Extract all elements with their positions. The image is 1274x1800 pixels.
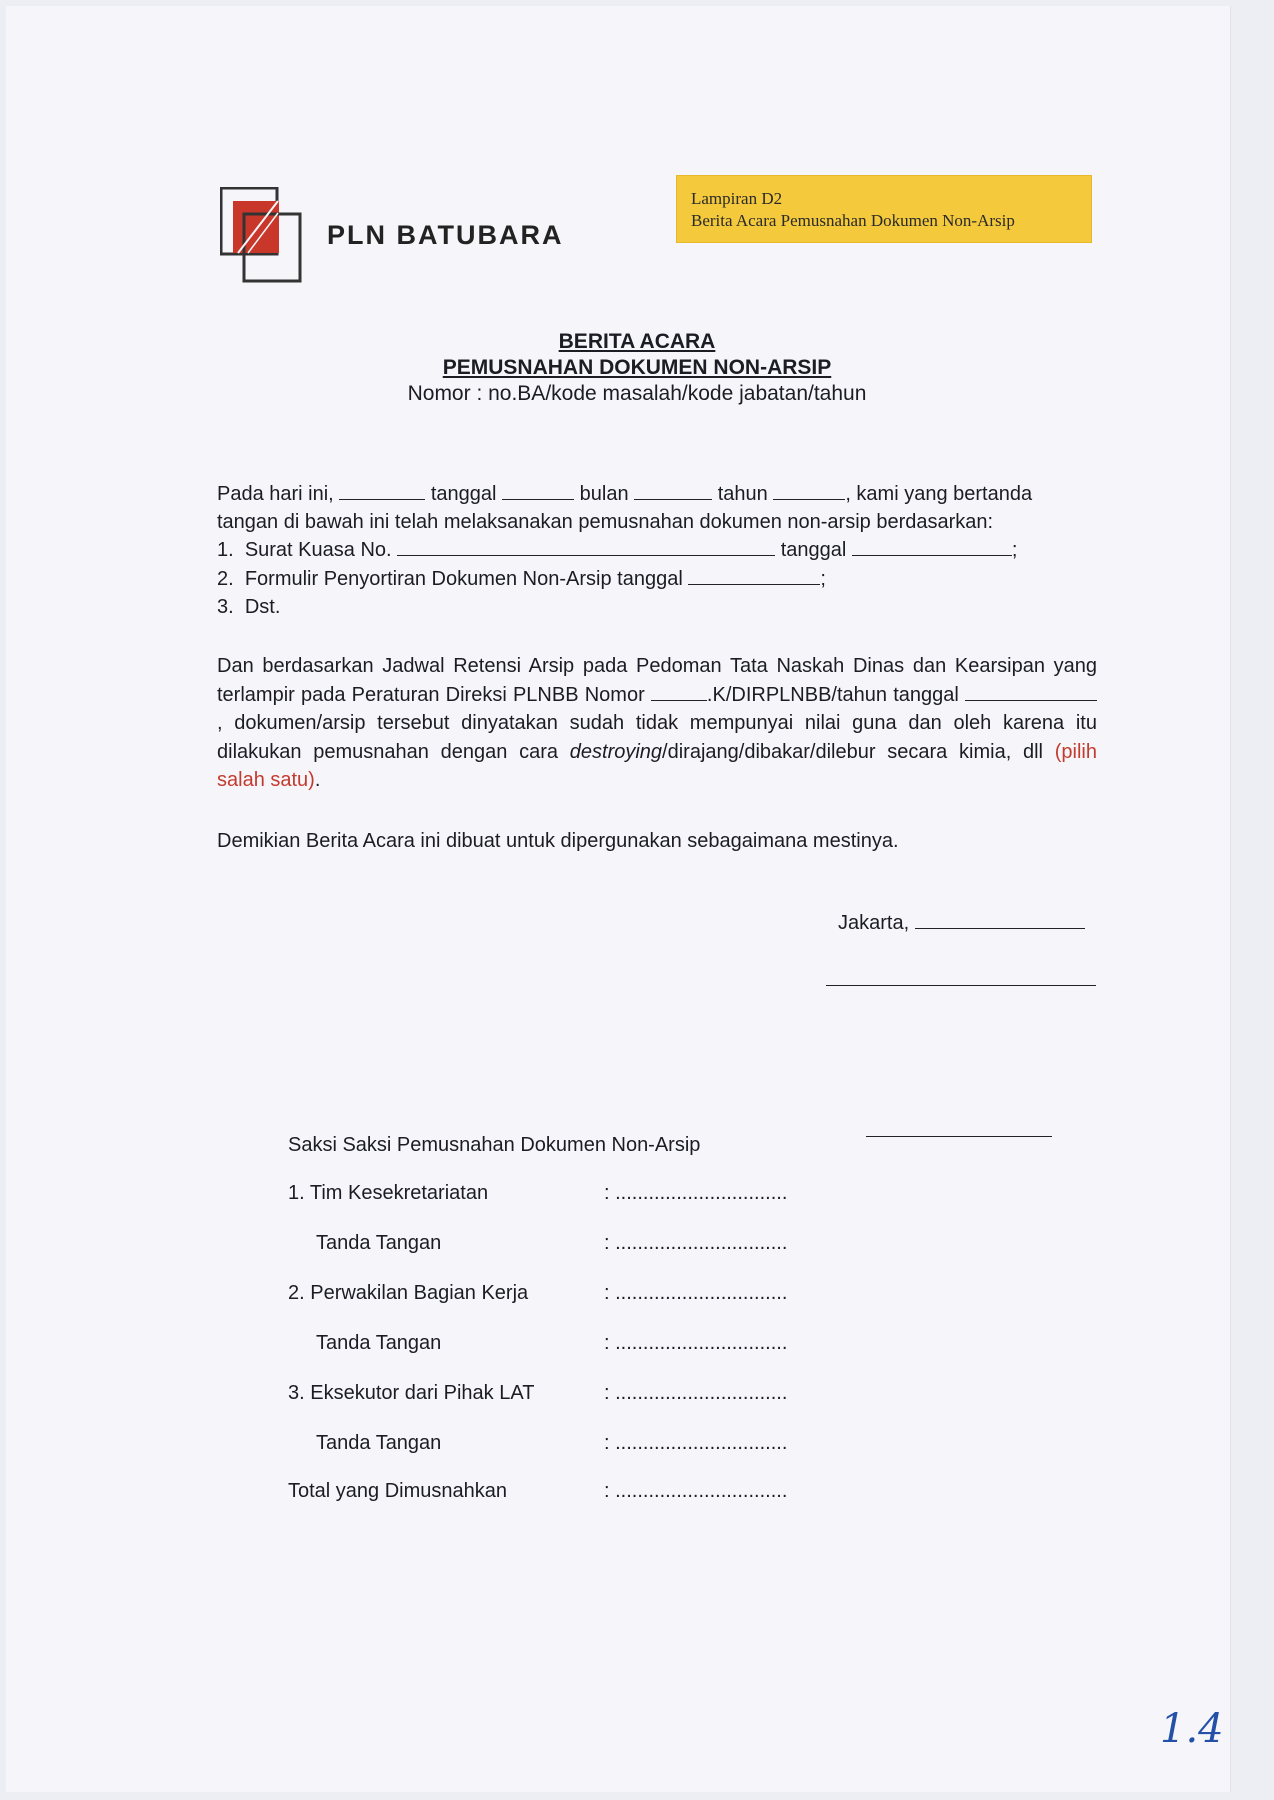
witness-heading: Saksi Saksi Pemusnahan Dokumen Non-Arsip (288, 1134, 701, 1156)
witness-label: 2. Perwakilan Bagian Kerja (288, 1282, 529, 1304)
signature-line (826, 985, 1096, 986)
witness-value: : ............................... (604, 1282, 788, 1304)
witness-label: Tanda Tangan (316, 1432, 442, 1454)
closing-statement: Demikian Berita Acara ini dibuat untuk dipergunakan sebagaimana mestinya. (217, 830, 899, 852)
intro-line2: tangan di bawah ini telah melaksanakan pemusnahan dokumen non-arsip berdasarkan: (217, 511, 994, 533)
witness-label: 3. Eksekutor dari Pihak LAT (288, 1382, 535, 1404)
doc-number: Nomor : no.BA/kode masalah/kode jabatan/tahun (407, 382, 867, 405)
intro-line1: Pada hari ini, tanggal bulan tahun , kami yang bertanda (217, 483, 1033, 505)
list-item: 1. Surat Kuasa No. tanggal ; (217, 539, 1018, 561)
appendix-code: Lampiran D2 (691, 189, 783, 208)
witness-value: : ............................... (604, 1182, 788, 1204)
pln-batubara-logo (220, 187, 302, 283)
document-page (6, 6, 1231, 1792)
witness-value: : ............................... (604, 1332, 788, 1354)
handwritten-page-mark: 1.4 (1160, 1706, 1224, 1752)
witness-label: Total yang Dimusnahkan (288, 1480, 508, 1502)
signature-line (866, 1136, 1052, 1137)
witness-label: Tanda Tangan (316, 1332, 442, 1354)
company-name: PLN BATUBARA (327, 220, 564, 250)
doc-title-line1: BERITA ACARA (558, 330, 716, 353)
witness-value: : ............................... (604, 1480, 788, 1502)
appendix-title: Berita Acara Pemusnahan Dokumen Non-Arsip (691, 211, 1015, 230)
appendix-label (676, 175, 1092, 243)
witness-value: : ............................... (604, 1432, 788, 1454)
basis-paragraph: Dan berdasarkan Jadwal Retensi Arsip pada Pedoman Tata Naskah Dinas dan Kearsipan yang terlampir pada Peraturan Direksi PLNBB Nomor .K/DIRPLNBB/tahun tanggal , dokumen/arsip tersebut dinyatakan sudah tidak mempunyai nilai guna dan oleh karena itu dilakukan pemusnahan dengan cara destroying/dirajang/dibakar/dilebur secara kimia, dll (pilih salah satu). (217, 655, 1097, 791)
witness-value: : ............................... (604, 1382, 788, 1404)
witness-label: 1. Tim Kesekretariatan (288, 1182, 489, 1204)
witness-label: Tanda Tangan (316, 1232, 442, 1254)
list-item: 3. Dst. (217, 596, 281, 618)
doc-title-line2: PEMUSNAHAN DOKUMEN NON-ARSIP (442, 356, 832, 379)
witness-value: : ............................... (604, 1232, 788, 1254)
list-item: 2. Formulir Penyortiran Dokumen Non-Arsip tanggal ; (217, 568, 826, 590)
place-date: Jakarta, (838, 910, 1085, 935)
